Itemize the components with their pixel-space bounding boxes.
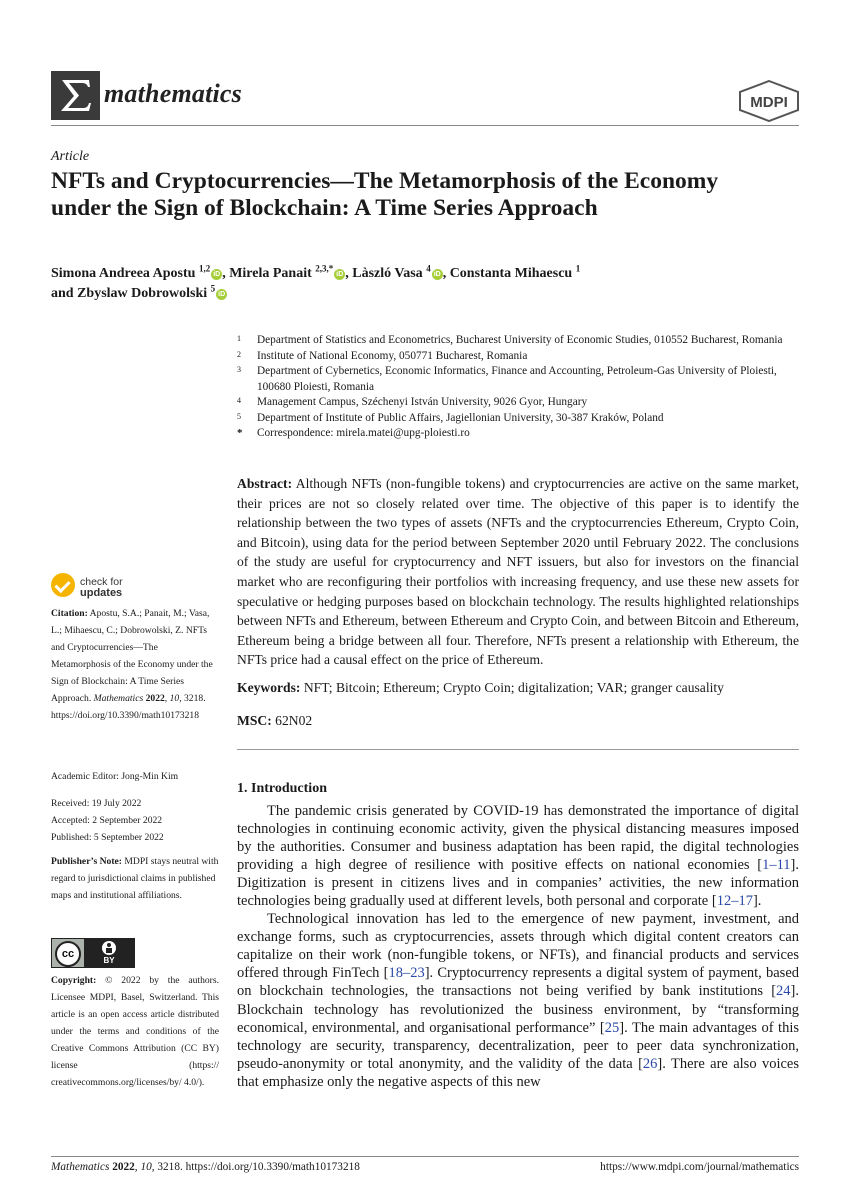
footer-year: 2022 xyxy=(112,1161,135,1173)
mdpi-logo-text: MDPI xyxy=(750,94,788,111)
affiliation-number: 5 xyxy=(237,411,241,421)
msc-text: 62N02 xyxy=(275,713,313,728)
orcid-icon[interactable]: iD xyxy=(336,271,344,278)
author-list xyxy=(51,264,799,304)
paragraph-text: ]. There are also voices that emphasize only the negative aspects of this new xyxy=(237,1055,799,1090)
author-affil-sup: 1 xyxy=(575,263,581,274)
footer-volume: 10 xyxy=(140,1161,152,1173)
affiliation-item xyxy=(237,349,807,365)
affiliation-number: * xyxy=(237,427,243,439)
citation-reference-link[interactable]: 12–17 xyxy=(716,893,753,910)
msc xyxy=(237,713,312,729)
orcid-icon[interactable]: iD xyxy=(213,271,221,278)
copyright-block xyxy=(51,972,219,1091)
mdpi-logo[interactable] xyxy=(738,80,800,127)
author-name[interactable]: , Mirela Panait xyxy=(222,266,312,281)
section-heading: 1. Introduction xyxy=(237,781,327,796)
section-divider xyxy=(237,749,799,750)
citation-reference-link[interactable]: 26 xyxy=(642,1055,658,1072)
attribution-person-icon xyxy=(102,941,116,955)
keywords xyxy=(237,678,799,697)
by-label: BY xyxy=(103,956,115,965)
author-name[interactable]: , Constanta Mihaescu xyxy=(442,266,573,281)
paragraph-text: ]. xyxy=(752,893,762,910)
citation-year: 2022 xyxy=(145,693,165,704)
affiliations xyxy=(237,333,807,442)
intro-paragraph-1 xyxy=(237,802,799,910)
by-block xyxy=(84,939,134,967)
author-affil-sup: 2,3,* xyxy=(315,263,334,274)
publisher-note xyxy=(51,853,219,904)
correspondence-text[interactable]: Correspondence: mirela.matei@upg-ploiesti.ro xyxy=(257,427,470,439)
introduction-body xyxy=(237,802,799,1091)
citation-block: Citation: Apostu, S.A.; Panait, M.; Vasa, L.; Mihaescu, C.; Dobrowolski, Z. NFTs and Cryptocurrencies—The Metamorphosis of the Economy under the Sign of Blockchain: A Time Series Approach. Mathematics 2022, 10, 3218. https://doi.org/10.3390/math10173218 xyxy=(51,608,213,721)
affiliation-number: 4 xyxy=(237,396,241,405)
citation-text: Apostu, S.A.; Panait, M.; Vasa, L.; Mihaescu, C.; Dobrowolski, Z. NFTs and Cryptocurrencies—The Metamorphosis of the Economy under the Sign of Blockchain: A Time Series Approach. xyxy=(51,608,213,704)
footer-doi[interactable]: , 3218. https://doi.org/10.3390/math10173218 xyxy=(151,1161,360,1173)
article-title: NFTs and Cryptocurrencies—The Metamorphosis of the Economy under the Sign of Blockchain: A Time Series Approach xyxy=(51,168,719,221)
affiliation-number: 2 xyxy=(237,349,241,359)
citation-journal: Mathematics xyxy=(93,693,144,704)
msc-label: MSC: xyxy=(237,713,272,728)
cc-icon: cc xyxy=(55,941,81,967)
paragraph-text: The pandemic crisis generated by COVID-19 has demonstrated the importance of digital technologies in continuing economic activity, given the physical distancing measures imposed by the authorities. Consumer and business adaptation has been rapid, the digital technologies providing a high degree of resilience with positive effects on national economies [ xyxy=(237,803,799,874)
dates-block xyxy=(51,795,219,846)
footer-journal: Mathematics xyxy=(51,1161,110,1173)
affiliation-number: 3 xyxy=(237,365,241,374)
academic-editor: Academic Editor: Jong-Min Kim xyxy=(51,771,179,782)
affiliation-number: 1 xyxy=(237,334,241,343)
orcid-icon[interactable]: iD xyxy=(218,291,226,298)
author-name[interactable]: Simona Andreea Apostu xyxy=(51,266,196,281)
citation-volume: 10 xyxy=(169,693,180,704)
abstract-text: Although NFTs (non-fungible tokens) and cryptocurrencies are active on the same market, their prices are not so closely related over time. The objective of this paper is to identify the relationship between the two types of assets (NFTs and the cryptocurrencies Ethereum, Crypto Coin, and Bitcoin), using data for the period between September 2020 until February 2022. The conclusions of the study are useful for cryptocurrency and NFT issuers, but also for investors on the financial market who are reconfiguring their portfolios with increasing frequency, and use these new assets for speculative or hedging purposes based on blockchain technology. The results highlighted relationships between NFTs and Ethereum, between Ethereum and Crypto Coin, and between Bitcoin and Ethereum, Ethereum being a bridge between all four. Therefore, NFTs present a relationship with Ethereum, the NFTs price had a causal effect on the price of Ethereum. xyxy=(237,476,799,668)
citation-reference-link[interactable]: 25 xyxy=(604,1019,620,1036)
affiliation-item xyxy=(237,364,807,395)
affiliation-item xyxy=(237,411,807,427)
author-name[interactable]: , Làszló Vasa xyxy=(345,266,423,281)
affiliation-text: Management Campus, Széchenyi István University, 9026 Gyor, Hungary xyxy=(257,396,588,408)
abstract xyxy=(237,474,799,670)
author-line-2 xyxy=(51,284,799,304)
journal-logo xyxy=(51,71,100,120)
received-date: Received: 19 July 2022 xyxy=(51,798,142,809)
citation-reference-link[interactable]: 1–11 xyxy=(762,857,791,874)
affiliation-text: Department of Institute of Public Affairs, Jagiellonian University, 30-387 Kraków, Poland xyxy=(257,411,664,424)
author-line-1 xyxy=(51,264,799,284)
author-affil-sup: 4 xyxy=(426,263,431,274)
author-name[interactable]: and Zbyslaw Dobrowolski xyxy=(51,286,208,301)
abstract-label: Abstract: xyxy=(237,476,293,491)
author-affil-sup: 1,2 xyxy=(198,263,211,274)
citation-reference-link[interactable]: 18–23 xyxy=(388,965,425,982)
affiliation-text: Department of Statistics and Econometrics, Bucharest University of Economic Studies, 010552 Bucharest, Romania xyxy=(257,334,783,346)
intro-paragraph-2 xyxy=(237,910,799,1090)
keywords-label: Keywords: xyxy=(237,680,301,695)
citation-doi[interactable]: , 3218. https://doi.org/10.3390/math10173218 xyxy=(51,693,206,721)
affiliation-text: Department of Cybernetics, Economic Informatics, Finance and Accounting, Petroleum-Gas University of Ploiesti, 100680 Ploiesti, Romania xyxy=(257,365,777,393)
journal-name: mathematics xyxy=(104,79,242,108)
cc-by-license-badge[interactable] xyxy=(51,938,135,968)
orcid-icon[interactable]: iD xyxy=(433,271,441,278)
pubnote-label: Publisher’s Note: xyxy=(51,856,122,867)
correspondence-item xyxy=(237,426,807,442)
paragraph-text: Technological innovation has led to the emergence of new payment, investment, and exchange forms, such as cryptocurrencies, assets through which digital content creators can capitalize on their work (non-fungible tokens, or NFTs), and financial products and services offered through FinTech [ xyxy=(237,911,799,982)
author-affil-sup: 5 xyxy=(210,283,216,294)
accepted-date: Accepted: 2 September 2022 xyxy=(51,815,163,826)
header-divider xyxy=(51,125,799,126)
check-updates-line2: updates xyxy=(80,587,123,599)
article-type: Article xyxy=(51,149,90,164)
paragraph-text: ]. Digitization is present in citizens lives and in companies’ activities, the new information technologies being gradually used at different levels, both personal and corporate [ xyxy=(237,857,799,910)
footer-journal-url[interactable]: https://www.mdpi.com/journal/mathematics xyxy=(600,1161,799,1173)
paragraph-text: ]. Blockchain technology has revolutionized the business environment, by “transforming economical, environmental, and organisational performance” [ xyxy=(237,983,799,1036)
footer-divider xyxy=(51,1156,799,1157)
paragraph-text: ]. Cryptocurrency represents a digital system of payment, based on blockchain technologies, the transactions not being verified by bank institutions [ xyxy=(237,965,800,1000)
copyright-text: © 2022 by the authors. Licensee MDPI, Basel, Switzerland. This article is an open access article distributed under the terms and conditions of the Creative Commons Attribution (CC BY) license (https:// creativecommons.org/licenses/by/ 4.0/). xyxy=(51,975,219,1088)
citation-reference-link[interactable]: 24 xyxy=(776,983,791,1000)
paragraph-text: ]. The main advantages of this technology are security, transparency, decentralization, peer to peer data synchronization, pseudo-anonymity or total anonymity, and the validity of the data [ xyxy=(237,1019,799,1072)
affiliation-item xyxy=(237,395,807,411)
citation-label: Citation: xyxy=(51,608,88,619)
affiliation-text: Institute of National Economy, 050771 Bucharest, Romania xyxy=(257,349,528,362)
footer-citation: Mathematics 2022, 10, 3218. https://doi.org/10.3390/math10173218 xyxy=(51,1161,360,1173)
keywords-text: NFT; Bitcoin; Ethereum; Crypto Coin; digitalization; VAR; granger causality xyxy=(303,680,724,695)
checkmark-icon xyxy=(51,573,75,597)
affiliation-item xyxy=(237,333,807,349)
published-date: Published: 5 September 2022 xyxy=(51,832,164,843)
check-updates-line1: check for xyxy=(80,576,123,588)
pubnote-text: MDPI stays neutral with regard to jurisdictional claims in published maps and institutional affiliations. xyxy=(51,856,219,901)
copyright-label: Copyright: xyxy=(51,975,97,986)
